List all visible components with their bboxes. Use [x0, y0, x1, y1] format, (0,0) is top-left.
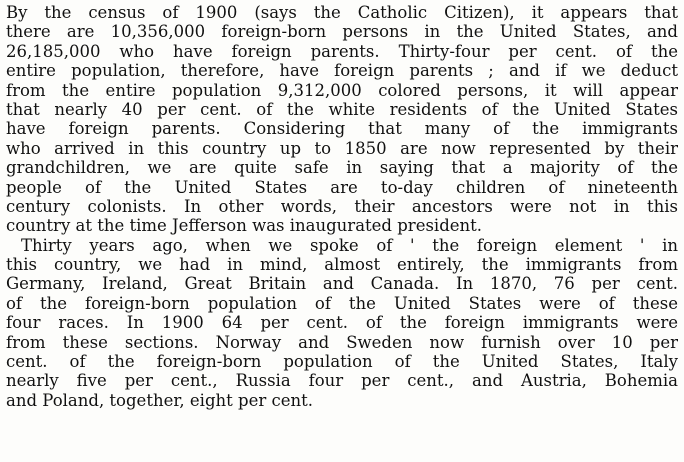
text-line: Germany, Ireland, Great Britain and Canada. In 1870, 76 per cent. — [6, 274, 678, 294]
text-line: this country, we had in mind, almost entirely, the immigrants from — [6, 255, 678, 275]
text-line: century colonists. In other words, their ancestors were not in this — [6, 196, 678, 216]
text-line: nearly five per cent., Russia four per cent., and Austria, Bohemia — [6, 371, 678, 391]
text-line: entire population, therefore, have foreign parents ; and if we deduct — [6, 61, 678, 81]
text-line: people of the United States are to-day children of nineteenth — [6, 177, 678, 197]
text-line: cent. of the foreign-born population of the United States, Italy — [6, 352, 678, 372]
text-line: there are 10,356,000 foreign-born persons in the United States, and — [6, 22, 678, 42]
text-line: and Poland, together, eight per cent. — [6, 390, 313, 410]
text-line: of the foreign-born population of the United States were of these — [6, 293, 678, 313]
text-line: By the census of 1900 (says the Catholic Citizen), it appears that — [6, 3, 678, 22]
text-line: country at the time Jefferson was inaugurated president. — [6, 216, 483, 236]
text-line: have foreign parents. Considering that many of the immigrants — [6, 119, 678, 139]
text-line: 26,185,000 who have foreign parents. Thirty-four per cent. of the — [6, 41, 678, 61]
text-line: four races. In 1900 64 per cent. of the foreign immigrants were — [6, 313, 678, 333]
text-line: from the entire population 9,312,000 colored persons, it will appear — [6, 80, 678, 100]
paragraph-1 — [6, 3, 678, 236]
paragraph-2 — [6, 236, 678, 411]
text-line: Thirty years ago, when we spoke of ' the foreign element ' in — [21, 235, 678, 255]
text-line: who arrived in this country up to 1850 are now represented by their — [6, 138, 678, 158]
text-line: from these sections. Norway and Sweden now furnish over 10 per — [6, 332, 678, 352]
text-line: that nearly 40 per cent. of the white residents of the United States — [6, 99, 678, 119]
text-line: grandchildren, we are quite safe in saying that a majority of the — [6, 158, 678, 178]
